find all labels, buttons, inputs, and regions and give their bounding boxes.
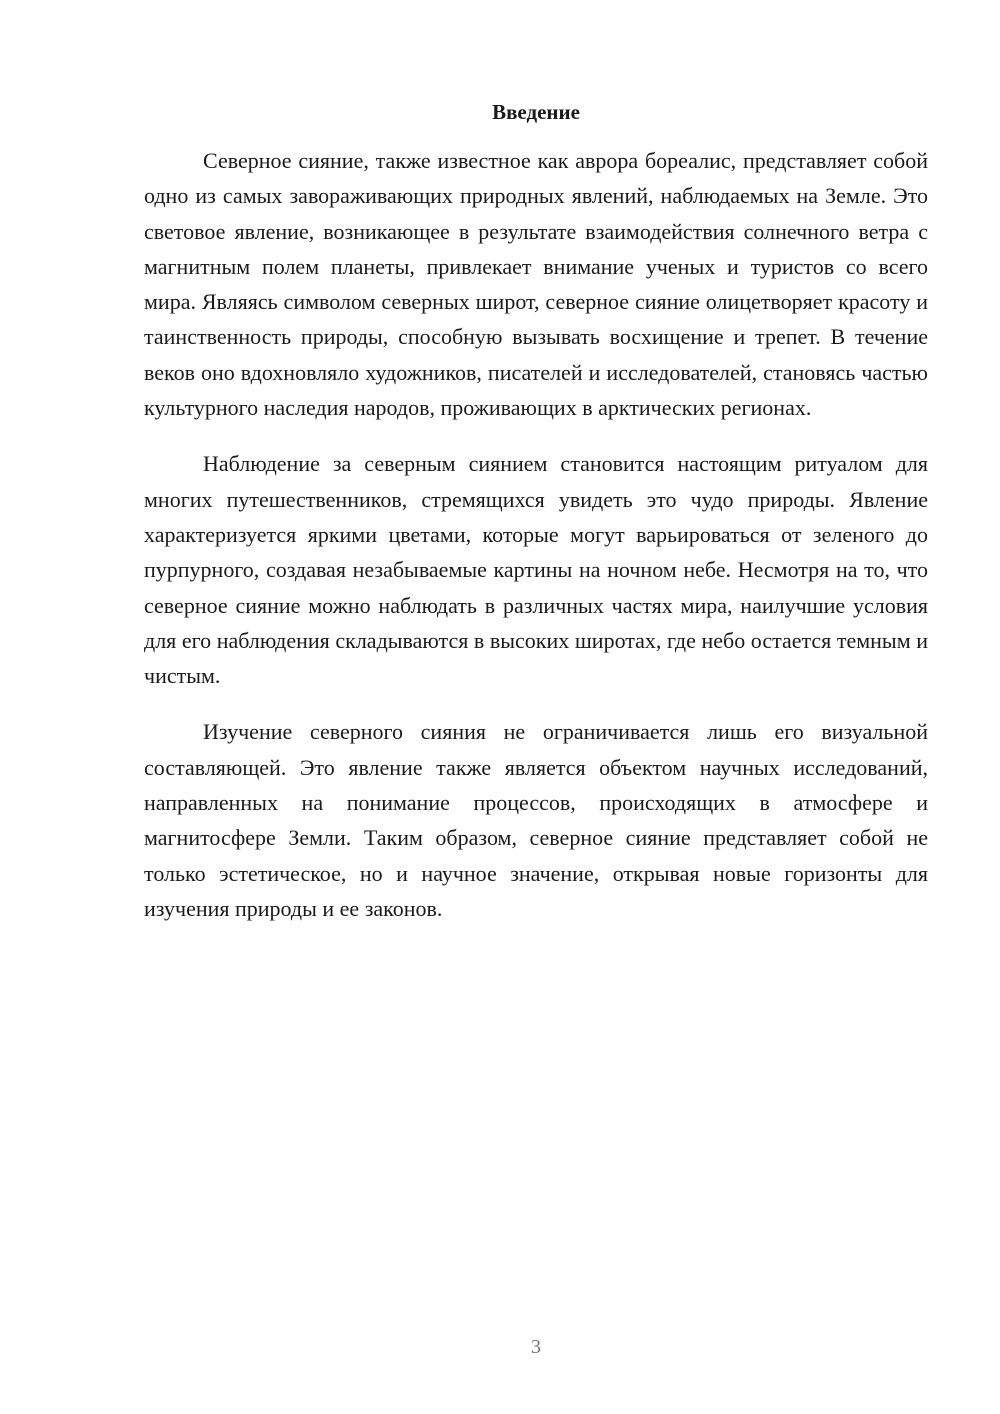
body-text bbox=[144, 143, 928, 947]
paragraph-3: Изучение северного сияния не ограничивается лишь его визуальной составляющей. Это явление также является объектом научных исследований, направленных на понимание процессов, происходящих в атмосфере и магнитосфере Земли. Таким образом, северное сияние представляет собой не только эстетическое, но и научное значение, открывая новые горизонты для изучения природы и ее законов. bbox=[144, 719, 928, 921]
paragraph-1: Северное сияние, также известное как аврора бореалис, представляет собой одно из самых завораживающих природных явлений, наблюдаемых на Земле. Это световое явление, возникающее в результате взаимодействия солнечного ветра с магнитным полем планеты, привлекает внимание ученых и туристов со всего мира. Являясь символом северных широт, северное сияние олицетворяет красоту и таинственность природы, способную вызывать восхищение и трепет. В течение веков оно вдохновляло художников, писателей и исследователей, становясь частью культурного наследия народов, проживающих в арктических регионах. bbox=[144, 148, 928, 421]
section-heading: Введение bbox=[492, 100, 580, 124]
page-number: 3 bbox=[531, 1336, 541, 1358]
paragraph-2: Наблюдение за северным сиянием становится настоящим ритуалом для многих путешественников, стремящихся увидеть это чудо природы. Явление характеризуется яркими цветами, которые могут варьироваться от зеленого до пурпурного, создавая незабываемые картины на ночном небе. Несмотря на то, что северное сияние можно наблюдать в различных частях мира, наилучшие условия для его наблюдения складываются в высоких широтах, где небо остается темным и чистым. bbox=[144, 451, 928, 689]
